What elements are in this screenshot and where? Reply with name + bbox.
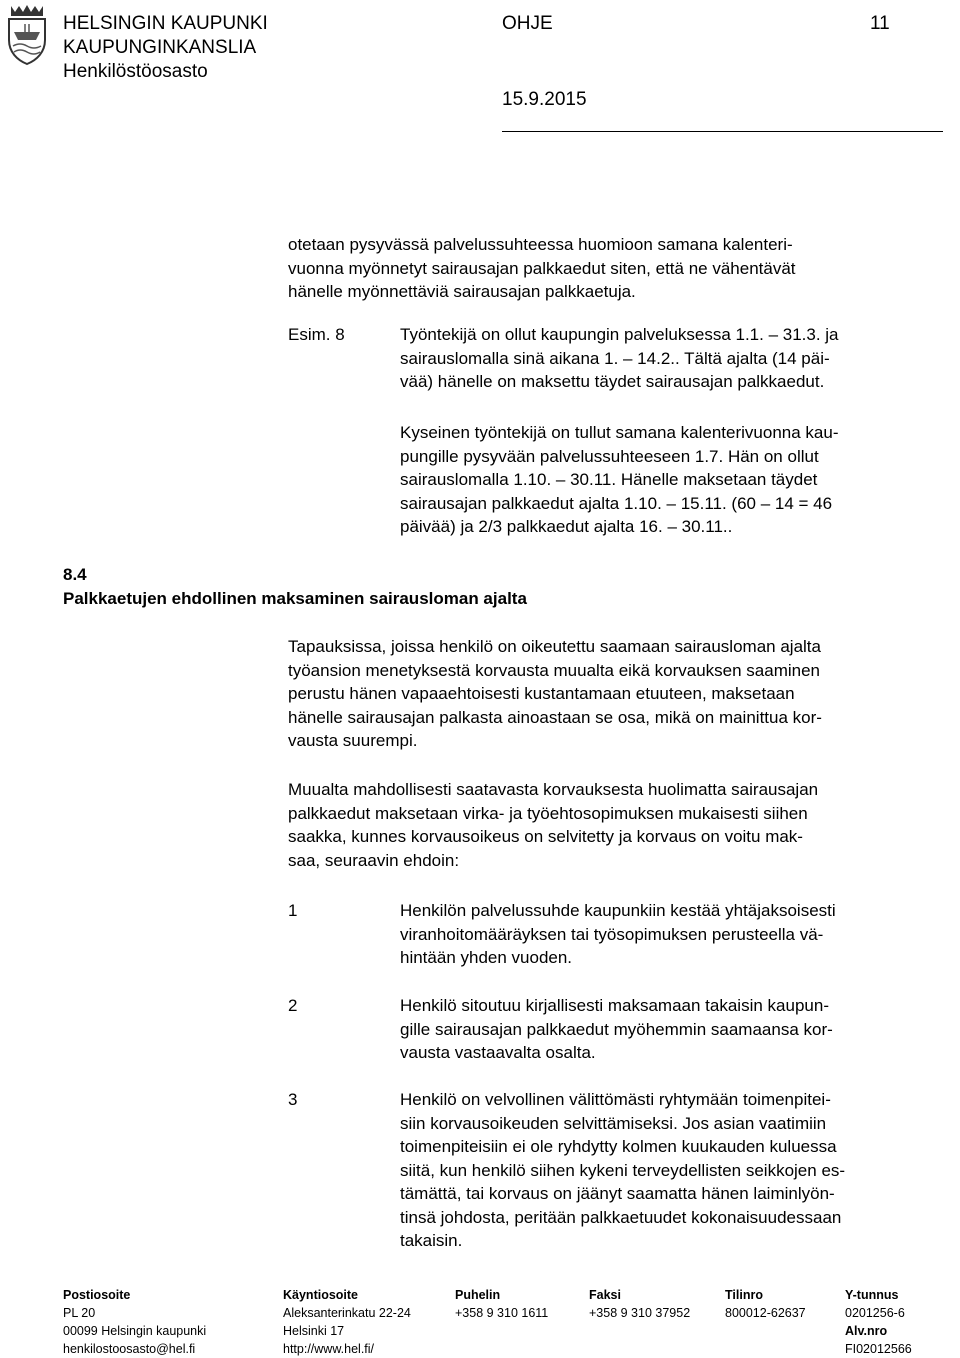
footer-value: FI02012566 (845, 1342, 912, 1356)
text-line: vausta suurempi. (288, 731, 418, 750)
text-line: otetaan pysyvässä palvelussuhteessa huomioon samana kalenteri- (288, 235, 793, 254)
paragraph-conditions-intro (288, 778, 818, 872)
text-line: hänelle myönnettäviä sairausajan palkkaetuja. (288, 282, 636, 301)
text-line: takaisin. (400, 1231, 463, 1250)
org-unit: KAUPUNGINKANSLIA (63, 37, 257, 58)
text-line: siin korvausoikeuden selvittämiseksi. Jos asian vaatimiin (400, 1113, 827, 1133)
text-line: pungille pysyvään palvelussuhteeseen 1.7. Hän on ollut (400, 446, 819, 466)
footer-account (725, 1286, 806, 1322)
intro-paragraph (288, 233, 796, 304)
text-line: toimenpiteisiin ei ole ryhdytty kolmen kuukauden kuluessa (400, 1137, 837, 1156)
example-paragraph-2 (400, 421, 839, 539)
text-line: siitä, kun henkilö siihen kykeni terveydellisten seikkojen es- (400, 1160, 846, 1180)
footer-heading: Faksi (589, 1288, 621, 1302)
text-line: tinsä johdosta, peritään palkkaetuudet kokonaisuudessaan (400, 1207, 842, 1227)
org-department: Henkilöstöosasto (63, 61, 208, 82)
footer-heading: Tilinro (725, 1288, 763, 1302)
condition-number: 2 (288, 996, 298, 1015)
city-crest-logo (5, 2, 49, 68)
text-line: hintään yhden vuoden. (400, 948, 573, 967)
footer-heading: Postiosoite (63, 1288, 131, 1302)
text-line: saa, seuraavin ehdoin: (288, 850, 460, 870)
footer-fax (589, 1286, 690, 1322)
text-line: tämättä, tai korvaus on jäänyt saamatta hänen laiminlyön- (400, 1184, 835, 1203)
text-line: vausta vastaavalta osalta. (400, 1043, 596, 1062)
footer-value: 0201256-6 (845, 1306, 905, 1320)
section-title: Palkkaetujen ehdollinen maksaminen sairausloman ajalta (63, 589, 527, 608)
example-paragraph-1 (400, 323, 839, 394)
text-line: Henkilön palvelussuhde kaupunkiin kestää yhtäjaksoisesti (400, 901, 836, 920)
footer-value: +358 9 310 1611 (455, 1306, 549, 1320)
text-line: sairausajan palkkaedut ajalta 1.10. – 15.11. (60 – 14 = 46 (400, 493, 833, 513)
footer-value: Aleksanterinkatu 22-24 (283, 1306, 411, 1320)
condition-text (400, 1088, 845, 1253)
page-number: 11 (870, 13, 890, 34)
text-line: palkkaedut maksetaan virka- ja työehtosopimuksen mukaisesti siihen (288, 803, 808, 823)
footer-heading: Puhelin (455, 1288, 501, 1302)
footer-value: +358 9 310 37952 (589, 1306, 691, 1320)
text-line: viranhoitomääräyksen tai työsopimuksen perusteella vä- (400, 924, 824, 944)
text-line: Muualta mahdollisesti saatavasta korvauksesta huolimatta sairausajan (288, 780, 819, 799)
footer-value: 800012-62637 (725, 1306, 806, 1320)
footer-phone (455, 1286, 548, 1322)
footer-value: 00099 Helsingin kaupunki (63, 1324, 207, 1338)
text-line: vää) hänelle on maksettu täydet sairausajan palkkaedut. (400, 372, 825, 391)
example-label: Esim. 8 (288, 325, 345, 344)
text-line: Henkilö on velvollinen välittömästi ryhtymään toimenpitei- (400, 1090, 831, 1109)
text-line: Tapauksissa, joissa henkilö on oikeutettu saamaan sairausloman ajalta (288, 637, 821, 656)
text-line: Työntekijä on ollut kaupungin palveluksessa 1.1. – 31.3. ja (400, 325, 839, 344)
text-line: hänelle sairausajan palkasta ainoastaan se osa, mikä on mainittua kor- (288, 707, 822, 727)
condition-text (400, 899, 836, 970)
condition-number: 3 (288, 1090, 298, 1109)
footer-website[interactable]: http://www.hel.fi/ (283, 1342, 375, 1356)
text-line: perustu hänen vapaaehtoisesti kustantamaan etuuteen, maksetaan (288, 684, 795, 703)
section-number: 8.4 (63, 565, 87, 584)
footer-heading: Käyntiosoite (283, 1288, 359, 1302)
footer-visiting-address (283, 1286, 411, 1358)
text-line: Henkilö sitoutuu kirjallisesti maksamaan takaisin kaupun- (400, 996, 829, 1015)
text-line: työansion menetyksestä korvausta muualta eikä korvauksen saaminen (288, 660, 821, 680)
text-line: sairauslomalla sinä aikana 1. – 14.2.. Tältä ajalta (14 päi- (400, 348, 830, 368)
document-type: OHJE (502, 13, 553, 34)
footer-postal-address (63, 1286, 206, 1358)
document-date: 15.9.2015 (502, 89, 587, 110)
footer-heading: Alv.nro (845, 1324, 888, 1338)
text-line: Kyseinen työntekijä on tullut samana kalenterivuonna kau- (400, 423, 839, 442)
text-line: gille sairausajan palkkaedut myöhemmin saamaansa kor- (400, 1019, 833, 1039)
org-name: HELSINGIN KAUPUNKI (63, 13, 268, 34)
text-line: päivää) ja 2/3 palkkaedut ajalta 16. – 30.11.. (400, 517, 733, 536)
footer-value: Helsinki 17 (283, 1324, 345, 1338)
footer-business-id (845, 1286, 912, 1358)
footer-value: PL 20 (63, 1306, 96, 1320)
text-line: vuonna myönnetyt sairausajan palkkaedut siten, että ne vähentävät (288, 258, 796, 278)
paragraph-compensation (288, 635, 822, 753)
text-line: saakka, kunnes korvausoikeus on selvitetty ja korvaus on voitu mak- (288, 827, 803, 846)
condition-number: 1 (288, 901, 298, 920)
footer-heading: Y-tunnus (845, 1288, 899, 1302)
condition-text (400, 994, 833, 1065)
header-rule (502, 131, 943, 132)
footer-email[interactable]: henkilostoosasto@hel.fi (63, 1342, 196, 1356)
text-line: sairauslomalla 1.10. – 30.11. Hänelle maksetaan täydet (400, 470, 818, 489)
